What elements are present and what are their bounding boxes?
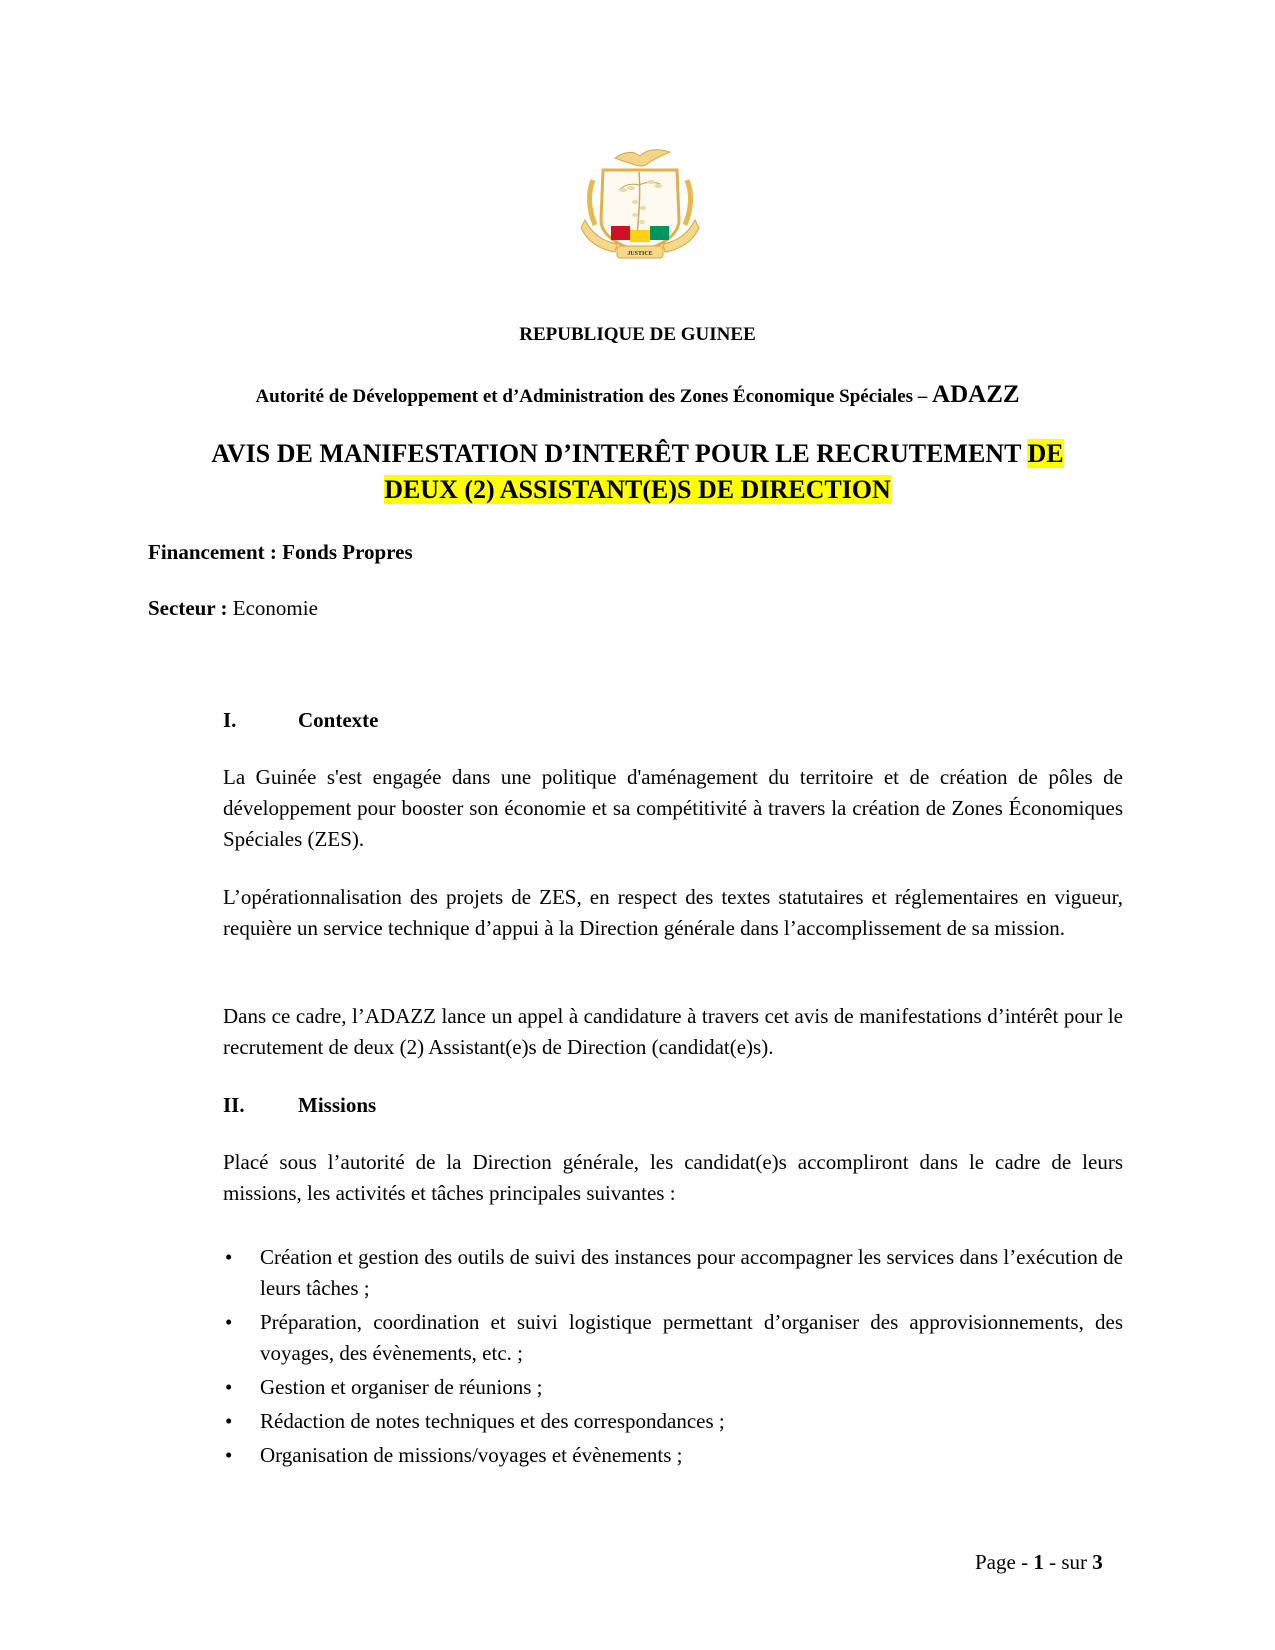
financement-value: Fonds Propres: [282, 540, 413, 564]
missions-intro: Placé sous l’autorité de la Direction générale, les candidat(e)s accompliront dans le cadre de leurs missions, les activités et tâches principales suivantes :: [223, 1150, 1123, 1205]
missions-bullet-list: [223, 1242, 1123, 1474]
bullet-icon: •: [225, 1245, 233, 1269]
secteur-line: [148, 596, 318, 621]
list-item: [223, 1440, 1123, 1471]
page-total: 3: [1092, 1550, 1103, 1574]
authority-acronym: ADAZZ: [932, 381, 1020, 408]
authority-heading: [0, 381, 1275, 409]
page-separator: - sur: [1043, 1550, 1093, 1574]
authority-dash: –: [913, 386, 933, 407]
title-part1: AVIS DE MANIFESTATION D’INTERÊT POUR LE RECRUTEMENT: [211, 439, 1028, 468]
page-footer: [975, 1550, 1103, 1575]
section-title: Missions: [298, 1093, 377, 1117]
section-title: Contexte: [298, 708, 379, 732]
section-number: II.: [223, 1093, 245, 1117]
contexte-paragraph-2: L’opérationnalisation des projets de ZES, en respect des textes statutaires et réglementaires en vigueur, requière un service technique d’appui à la Direction générale dans l’accomplissement de sa mission.: [223, 885, 1123, 940]
list-item: [223, 1242, 1123, 1304]
bullet-icon: •: [225, 1409, 233, 1433]
list-item: [223, 1372, 1123, 1403]
list-item-text: Préparation, coordination et suivi logistique permettant d’organiser des approvisionnements, des voyages, des évènements, etc. ;: [260, 1310, 1123, 1365]
bullet-icon: •: [225, 1310, 233, 1334]
list-item-text: Rédaction de notes techniques et des correspondances ;: [260, 1409, 725, 1433]
list-item-text: Gestion et organiser de réunions ;: [260, 1375, 543, 1399]
page-label: Page -: [975, 1550, 1034, 1574]
section-number: I.: [223, 708, 237, 732]
svg-text:JUSTICE: JUSTICE: [627, 251, 653, 257]
section-heading-contexte: [223, 708, 378, 733]
list-item-text: Création et gestion des outils de suivi des instances pour accompagner les services dans l’exécution de leurs tâches ;: [260, 1245, 1123, 1300]
title-highlight-b: DEUX (2) ASSISTANT(E)S DE DIRECTION: [384, 475, 891, 504]
bullet-icon: •: [225, 1375, 233, 1399]
secteur-value: Economie: [232, 596, 318, 620]
list-item: [223, 1406, 1123, 1437]
document-title: [150, 436, 1125, 508]
contexte-paragraph-1: La Guinée s'est engagée dans une politique d'aménagement du territoire et de création de pôles de développement pour booster son économie et sa compétitivité à travers la création de Zones Économiques Spéciales (ZES).: [223, 765, 1123, 851]
guinea-coat-of-arms-emblem: [575, 140, 705, 270]
financement-label: Financement :: [148, 540, 283, 564]
list-item: [223, 1307, 1123, 1369]
contexte-paragraph-3: Dans ce cadre, l’ADAZZ lance un appel à candidature à travers cet avis de manifestations d’intérêt pour le recrutement de deux (2) Assistant(e)s de Direction (candidat(e)s).: [223, 1004, 1123, 1059]
secteur-label: Secteur :: [148, 596, 233, 620]
section-heading-missions: [223, 1093, 376, 1118]
authority-name: Autorité de Développement et d’Administration des Zones Économique Spéciales: [255, 386, 914, 407]
financement-line: [148, 540, 413, 565]
title-highlight-a: DE: [1027, 439, 1064, 468]
country-heading: REPUBLIQUE DE GUINEE: [519, 324, 756, 345]
bullet-icon: •: [225, 1443, 233, 1467]
list-item-text: Organisation de missions/voyages et évènements ;: [260, 1443, 683, 1467]
coat-of-arms-icon: [575, 140, 705, 270]
page-current: 1: [1033, 1550, 1044, 1574]
